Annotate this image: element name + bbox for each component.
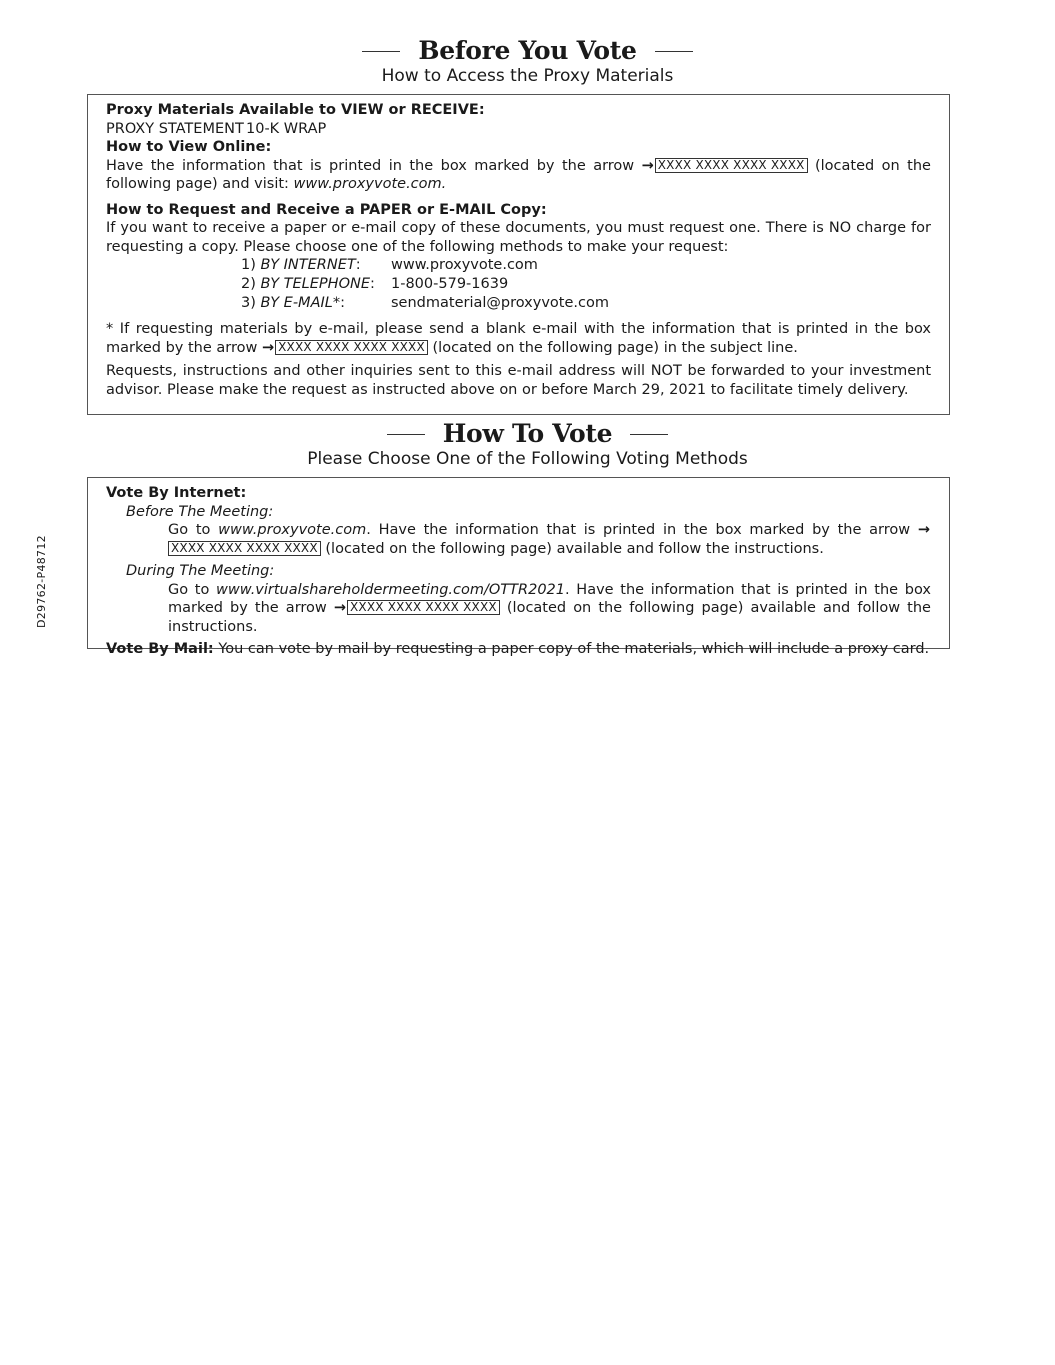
title-rule-left [362, 51, 400, 52]
section-subtitle: How to Access the Proxy Materials [381, 66, 674, 86]
title-rule-right [630, 434, 668, 435]
vote-internet-heading: Vote By Internet: [106, 485, 247, 501]
arrow-icon: → [917, 522, 930, 538]
proxy-materials-box [87, 94, 950, 415]
before-meeting-label: Before The Meeting: [126, 503, 274, 520]
section-title: Before You Vote [418, 36, 637, 65]
email-request-note: * If requesting materials by e-mail, please send a blank e-mail with the information that is printed in the box marked by the arrow → XXXX XXXX XXXX XXXX (located on the following page) in the subject line. [106, 321, 931, 356]
title-rule-right [655, 51, 693, 52]
control-number-box: XXXX XXXX XXXX XXXX [655, 158, 808, 173]
material-item: PROXY STATEMENT [106, 120, 244, 137]
title-rule-left [387, 434, 425, 435]
view-online-text: Have the information that is printed in the box marked by the arrow → XXXX XXXX XXXX XXXX (located on the following page) and visit: www.proxyvote.com. [106, 157, 931, 192]
before-meeting-text: Go to www.proxyvote.com. Have the information that is printed in the box marked by the arrow →XXXX XXXX XXXX XXXX (located on the following page) available and follow the instructions. [168, 522, 930, 557]
section-title: How To Vote [442, 419, 613, 448]
request-method: 3) BY E-MAIL*: sendmaterial@proxyvote.com [241, 295, 609, 311]
email-method-value[interactable]: sendmaterial@proxyvote.com [391, 295, 609, 311]
virtual-meeting-link[interactable]: www.virtualshareholdermeeting.com/OTTR2021 [216, 581, 565, 598]
document-code: D29762-P48712 [35, 535, 48, 628]
arrow-icon: → [261, 339, 275, 356]
control-number-box: XXXX XXXX XXXX XXXX [275, 340, 428, 355]
how-to-vote-header [0, 419, 1055, 470]
view-online-heading: How to View Online: [106, 139, 272, 155]
request-copy-text: If you want to receive a paper or e-mail copy of these documents, you must request one. There is NO charge for requesting a copy. Please choose one of the following methods to make your request: [106, 220, 931, 255]
materials-list [106, 120, 931, 139]
voting-methods-box [87, 477, 950, 657]
control-number-box: XXXX XXXX XXXX XXXX [347, 600, 500, 615]
request-method: 1) BY INTERNET: www.proxyvote.com [241, 257, 538, 273]
material-item: 10-K WRAP [246, 120, 327, 137]
vote-mail-heading: Vote By Mail: [106, 641, 214, 657]
advisor-note: Requests, instructions and other inquiries sent to this e-mail address will NOT be forwarded to your investment advisor. Please make the request as instructed above on or before March 29, 2021 to facilitate timely delivery. [106, 363, 931, 398]
request-method: 2) BY TELEPHONE: 1-800-579-1639 [241, 276, 509, 292]
section-subtitle: Please Choose One of the Following Voting Methods [307, 449, 748, 469]
request-copy-heading: How to Request and Receive a PAPER or E-MAIL Copy: [106, 201, 547, 218]
proxyvote-link[interactable]: www.proxyvote.com. [293, 176, 447, 192]
arrow-icon: → [333, 600, 347, 616]
vote-mail-text: Vote By Mail: You can vote by mail by requesting a paper copy of the materials, which will include a proxy card. [106, 641, 930, 657]
materials-heading: Proxy Materials Available to VIEW or RECEIVE: [106, 102, 485, 118]
request-methods-list [241, 256, 931, 313]
proxyvote-link[interactable]: www.proxyvote.com [218, 522, 367, 538]
arrow-icon: → [641, 157, 654, 174]
control-number-box: XXXX XXXX XXXX XXXX [168, 541, 321, 556]
internet-method-value[interactable]: www.proxyvote.com [391, 257, 538, 273]
telephone-method-value[interactable]: 1-800-579-1639 [391, 276, 509, 292]
during-meeting-text: Go to www.virtualshareholdermeeting.com/OTTR2021. Have the information that is printed in the box marked by the arrow → XXXX XXXX XXXX XXXX (located on the following page) available and follow the instructions. [168, 581, 931, 635]
before-you-vote-header [0, 36, 1055, 87]
during-meeting-label: During The Meeting: [126, 563, 275, 579]
